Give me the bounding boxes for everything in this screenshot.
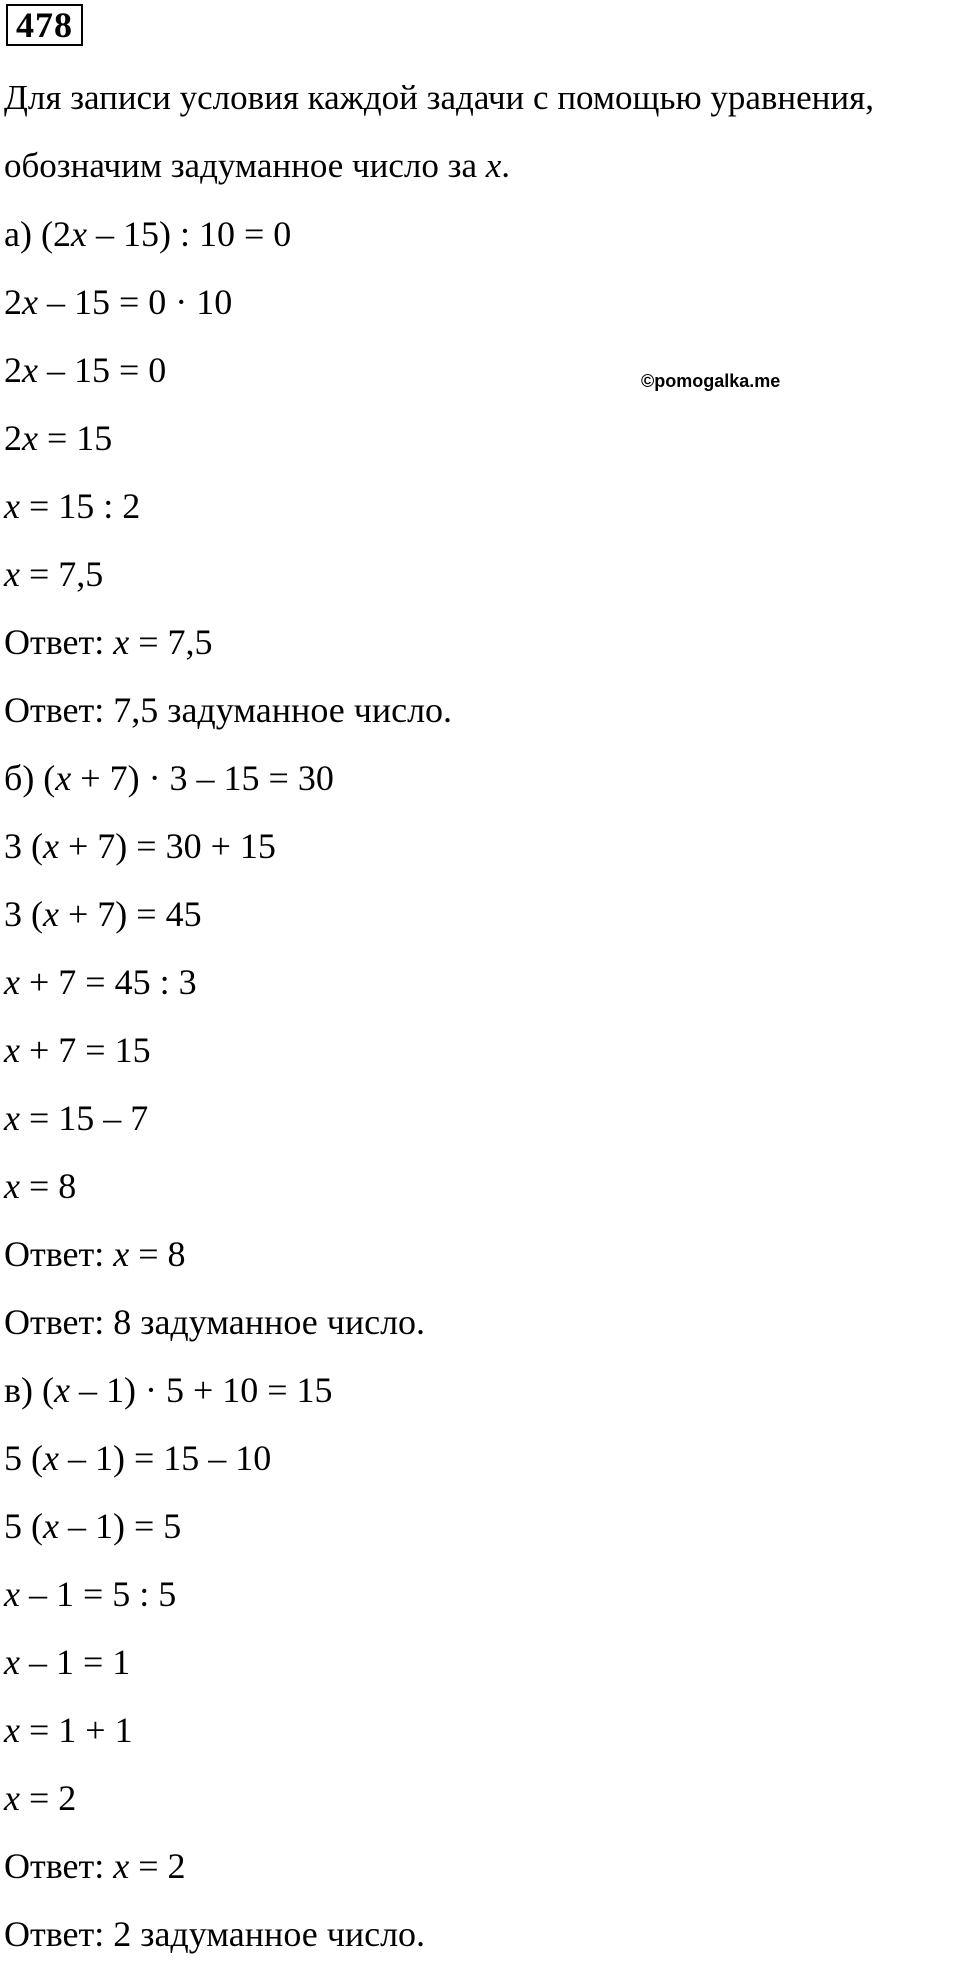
solution-line: в) (x – 1) · 5 + 10 = 15 — [4, 1370, 333, 1410]
solution-line: x + 7 = 45 : 3 — [4, 962, 197, 1002]
solution-line: а) (2x – 15) : 10 = 0 — [4, 214, 292, 254]
solution-line: 3 (x + 7) = 45 — [4, 894, 202, 934]
solution-line: x – 1 = 1 — [4, 1642, 131, 1682]
solution-line: x = 2 — [4, 1778, 77, 1818]
problem-number: 478 — [6, 4, 83, 46]
solution-line: 5 (x – 1) = 5 — [4, 1506, 182, 1546]
solution-line: x = 8 — [4, 1166, 77, 1206]
solution-line: б) (x + 7) · 3 – 15 = 30 — [4, 758, 334, 798]
answer-line: Ответ: 7,5 задуманное число. — [4, 690, 453, 730]
answer-line: Ответ: x = 7,5 — [4, 622, 213, 662]
solution-line: 2x – 15 = 0 · 10 — [4, 282, 233, 322]
answer-line: Ответ: x = 2 — [4, 1846, 186, 1886]
solution-line: 5 (x – 1) = 15 – 10 — [4, 1438, 272, 1478]
answer-line: Ответ: x = 8 — [4, 1234, 186, 1274]
intro-line: обозначим задуманное число за x. — [4, 146, 511, 185]
solution-line: x = 15 – 7 — [4, 1098, 149, 1138]
solution-line: 2x = 15 — [4, 418, 113, 458]
watermark: ©pomogalka.me — [641, 371, 781, 391]
solution-line: x = 15 : 2 — [4, 486, 141, 526]
intro-line: Для записи условия каждой задачи с помощью уравнения, — [4, 78, 874, 117]
solution-line: x = 7,5 — [4, 554, 104, 594]
answer-line: Ответ: 2 задуманное число. — [4, 1914, 426, 1954]
solution-text — [4, 64, 956, 1968]
solution-line: x = 1 + 1 — [4, 1710, 133, 1750]
solution-line: x – 1 = 5 : 5 — [4, 1574, 177, 1614]
solution-line: 2x – 15 = 0 — [4, 350, 167, 390]
solution-line: 3 (x + 7) = 30 + 15 — [4, 826, 276, 866]
answer-line: Ответ: 8 задуманное число. — [4, 1302, 426, 1342]
solution-line: x + 7 = 15 — [4, 1030, 151, 1070]
